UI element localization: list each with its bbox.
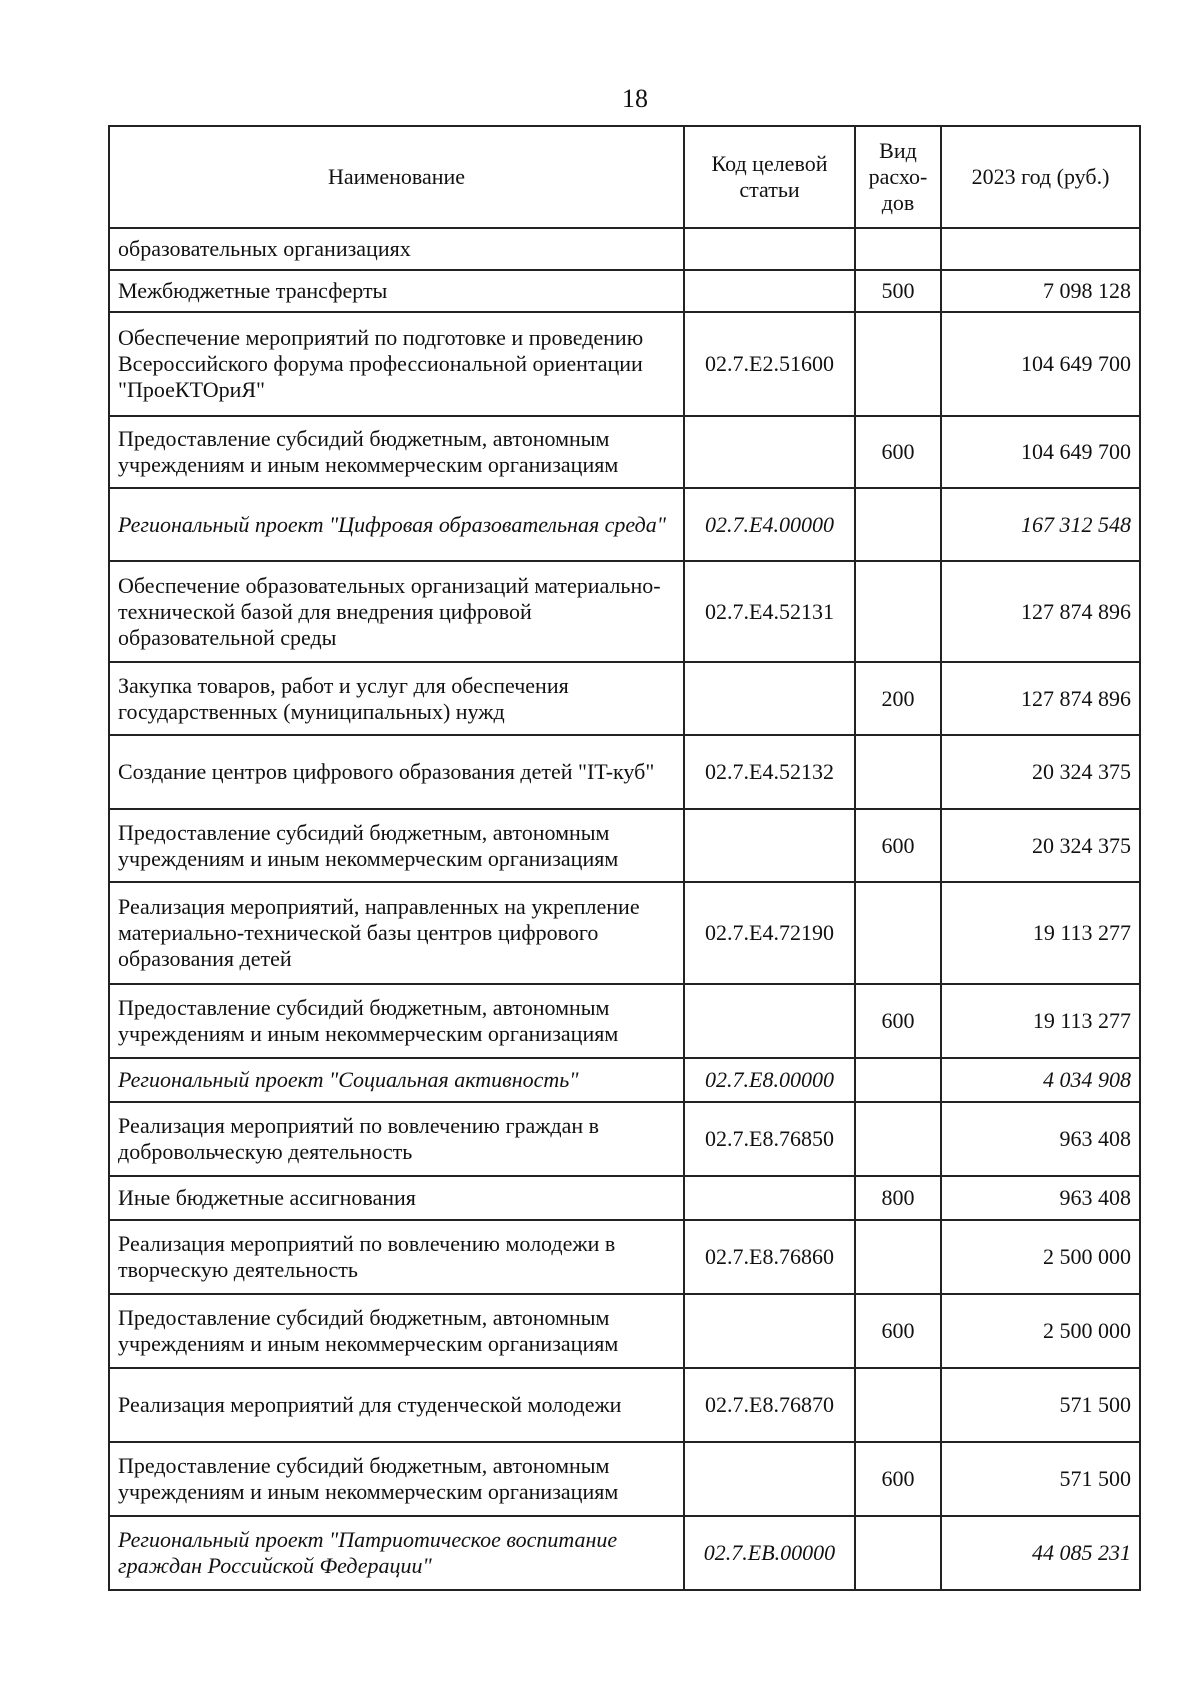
cell-code: 02.7.Е8.76860 [684,1220,855,1294]
cell-type: 600 [855,1442,941,1516]
cell-sum: 19 113 277 [941,882,1140,984]
cell-sum: 127 874 896 [941,561,1140,662]
cell-type: 600 [855,1294,941,1368]
cell-code: 02.7.Е4.52131 [684,561,855,662]
table-row [109,1102,1140,1176]
cell-name: образовательных организациях [109,228,684,270]
cell-sum: 127 874 896 [941,662,1140,735]
cell-code: 02.7.Е2.51600 [684,312,855,416]
cell-code: 02.7.Е8.76850 [684,1102,855,1176]
table-row [109,984,1140,1058]
table-row [109,735,1140,809]
cell-sum: 571 500 [941,1368,1140,1442]
cell-code [684,270,855,312]
table-row [109,1220,1140,1294]
table-row [109,561,1140,662]
table-body [109,228,1140,1590]
cell-sum: 20 324 375 [941,735,1140,809]
cell-sum: 2 500 000 [941,1294,1140,1368]
cell-sum: 963 408 [941,1102,1140,1176]
cell-type [855,1058,941,1102]
header-sum: 2023 год (руб.) [941,126,1140,228]
cell-type: 800 [855,1176,941,1220]
cell-name: Предоставление субсидий бюджетным, автономным учреждениям и иным некоммерческим организациям [109,1442,684,1516]
cell-type: 600 [855,416,941,488]
table-row [109,488,1140,561]
cell-sum [941,228,1140,270]
table-row [109,312,1140,416]
cell-name: Закупка товаров, работ и услуг для обеспечения государственных (муниципальных) нужд [109,662,684,735]
cell-name: Региональный проект "Цифровая образовательная среда" [109,488,684,561]
cell-code [684,1176,855,1220]
cell-name: Региональный проект "Патриотическое воспитание граждан Российской Федерации" [109,1516,684,1590]
cell-code: 02.7.Е4.00000 [684,488,855,561]
cell-type [855,735,941,809]
cell-code: 02.7.Е8.00000 [684,1058,855,1102]
cell-sum: 20 324 375 [941,809,1140,882]
cell-name: Обеспечение образовательных организаций материально-технической базой для внедрения цифровой образовательной среды [109,561,684,662]
cell-name: Реализация мероприятий, направленных на укрепление материально-технической базы центров цифрового образования детей [109,882,684,984]
cell-name: Иные бюджетные ассигнования [109,1176,684,1220]
cell-type [855,561,941,662]
cell-type: 500 [855,270,941,312]
cell-name: Предоставление субсидий бюджетным, автономным учреждениям и иным некоммерческим организациям [109,984,684,1058]
cell-type: 600 [855,984,941,1058]
cell-type [855,1102,941,1176]
cell-code [684,809,855,882]
table-row [109,228,1140,270]
table-header-row [109,126,1140,228]
cell-code [684,1294,855,1368]
table-row [109,1176,1140,1220]
cell-type [855,488,941,561]
cell-type [855,228,941,270]
table-row [109,1368,1140,1442]
cell-code [684,662,855,735]
cell-type [855,1220,941,1294]
table-row [109,1058,1140,1102]
table-row [109,1516,1140,1590]
cell-sum: 963 408 [941,1176,1140,1220]
cell-name: Предоставление субсидий бюджетным, автономным учреждениям и иным некоммерческим организациям [109,809,684,882]
budget-table [108,125,1141,1591]
cell-sum: 7 098 128 [941,270,1140,312]
cell-sum: 104 649 700 [941,312,1140,416]
cell-type: 600 [855,809,941,882]
header-name: Наименование [109,126,684,228]
table-row [109,416,1140,488]
cell-type [855,1368,941,1442]
header-code: Код целевой статьи [684,126,855,228]
table-row [109,1442,1140,1516]
page-number: 18 [622,84,648,113]
table-row [109,270,1140,312]
table-row [109,662,1140,735]
cell-name: Предоставление субсидий бюджетным, автономным учреждениям и иным некоммерческим организациям [109,416,684,488]
cell-code: 02.7.ЕВ.00000 [684,1516,855,1590]
cell-sum: 44 085 231 [941,1516,1140,1590]
table-row [109,1294,1140,1368]
table-row [109,882,1140,984]
cell-code: 02.7.Е4.72190 [684,882,855,984]
cell-name: Межбюджетные трансферты [109,270,684,312]
cell-code [684,984,855,1058]
cell-sum: 2 500 000 [941,1220,1140,1294]
cell-code [684,228,855,270]
cell-sum: 571 500 [941,1442,1140,1516]
cell-type [855,882,941,984]
cell-name: Региональный проект "Социальная активность" [109,1058,684,1102]
cell-name: Создание центров цифрового образования детей "IT-куб" [109,735,684,809]
cell-sum: 167 312 548 [941,488,1140,561]
cell-sum: 4 034 908 [941,1058,1140,1102]
cell-name: Реализация мероприятий по вовлечению молодежи в творческую деятельность [109,1220,684,1294]
cell-sum: 19 113 277 [941,984,1140,1058]
cell-name: Предоставление субсидий бюджетным, автономным учреждениям и иным некоммерческим организациям [109,1294,684,1368]
cell-code: 02.7.Е4.52132 [684,735,855,809]
table-row [109,809,1140,882]
cell-name: Реализация мероприятий по вовлечению граждан в добровольческую деятельность [109,1102,684,1176]
cell-type: 200 [855,662,941,735]
cell-code [684,416,855,488]
cell-code [684,1442,855,1516]
header-type: Вид расхо-дов [855,126,941,228]
cell-type [855,312,941,416]
cell-type [855,1516,941,1590]
cell-code: 02.7.Е8.76870 [684,1368,855,1442]
cell-sum: 104 649 700 [941,416,1140,488]
cell-name: Обеспечение мероприятий по подготовке и проведению Всероссийского форума профессиональной ориентации "ПроеКТОриЯ" [109,312,684,416]
cell-name: Реализация мероприятий для студенческой молодежи [109,1368,684,1442]
